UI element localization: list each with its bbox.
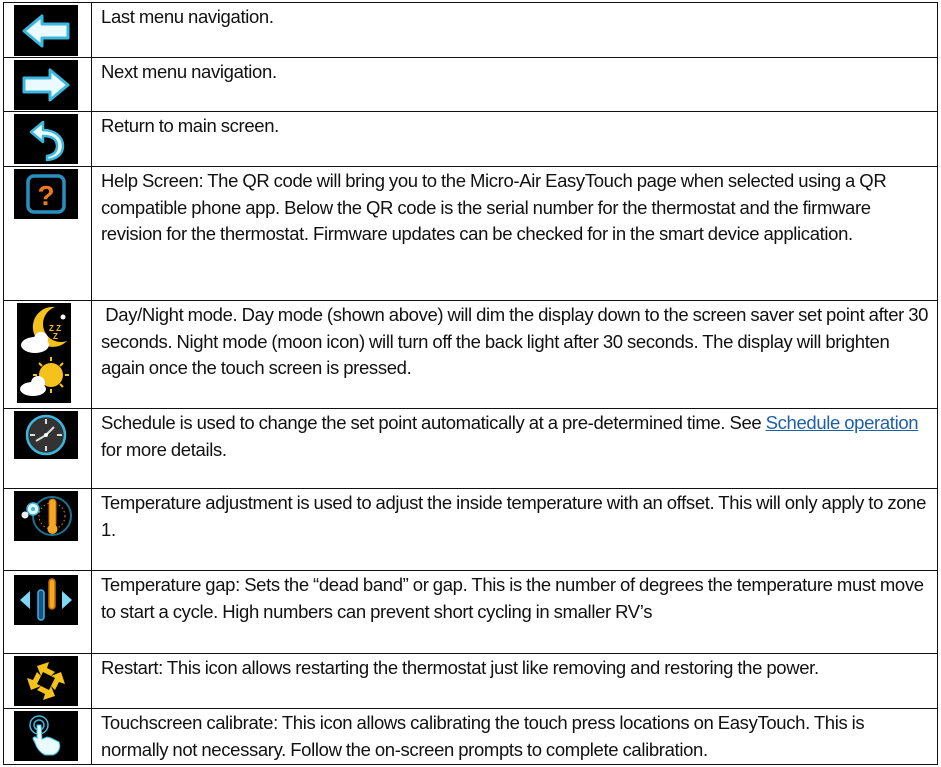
- restart-icon: [14, 656, 78, 706]
- svg-text:Z: Z: [53, 332, 58, 341]
- description-text: Temperature adjustment is used to adjust the inside temperature with an offset. This will only apply to zone 1.: [101, 492, 927, 540]
- table-row: [4, 301, 938, 409]
- table-row: [4, 709, 938, 765]
- icon-cell: [4, 3, 92, 58]
- description-text: Day/Night mode. Day mode (shown above) will dim the display down to the screen saver set point after 30 seconds. Night mode (moon icon) will turn off the back light after 30 seconds. The display will brighten again once the touch screen is pressed.: [101, 304, 933, 379]
- description-text: Last menu navigation.: [101, 6, 274, 27]
- icon-cell: [4, 301, 92, 409]
- description-text-part: for more details.: [101, 438, 227, 460]
- help-question-icon: [14, 169, 78, 219]
- description-text: Help Screen: The QR code will bring you to the Micro-Air EasyTouch page when selected using a QR compatible phone app. Below the QR code is the serial number for the thermostat and the firmware revision for the thermostat. Firmware updates can be checked for in the smart device application.: [101, 170, 887, 245]
- temperature-adjust-icon: [14, 491, 78, 541]
- description-text: Return to main screen.: [101, 115, 279, 136]
- icon-cell: [4, 489, 92, 571]
- left-arrow-icon: [14, 5, 78, 56]
- description-text-part: Schedule is used to change the set point automatically at a pre-determined time. See: [101, 412, 766, 433]
- description-cell: [92, 301, 938, 409]
- table-row: [4, 571, 938, 654]
- description-cell: [92, 489, 938, 571]
- temperature-gap-icon: [14, 575, 78, 625]
- day-night-icon: [17, 303, 71, 403]
- schedule-operation-link[interactable]: Schedule operation: [765, 412, 919, 433]
- description-text: [92, 409, 937, 463]
- icon-cell: [4, 58, 92, 112]
- description-text: Restart: This icon allows restarting the thermostat just like removing and restoring the power.: [101, 657, 819, 678]
- icon-cell: [4, 654, 92, 709]
- description-cell: [92, 3, 938, 58]
- table-row: [4, 3, 938, 58]
- touch-calibrate-icon: [14, 711, 78, 761]
- icon-cell: [4, 709, 92, 765]
- icon-cell: [4, 167, 92, 301]
- description-text: Next menu navigation.: [101, 61, 277, 82]
- icon-description-table: [3, 2, 938, 765]
- table-row: [4, 489, 938, 571]
- description-cell: [92, 654, 938, 709]
- description-cell: [92, 112, 938, 167]
- description-cell: [92, 709, 938, 765]
- icon-cell: [4, 112, 92, 167]
- clock-schedule-icon: [14, 411, 78, 459]
- description-text: Temperature gap: Sets the “dead band” or gap. This is the number of degrees the temperature must move to start a cycle. High numbers can prevent short cycling in smaller RV’s: [101, 574, 924, 622]
- description-cell: [92, 571, 938, 654]
- table-row: [4, 167, 938, 301]
- svg-text:Z Z: Z Z: [49, 324, 61, 333]
- return-icon: [14, 114, 78, 164]
- table-row: [4, 58, 938, 112]
- svg-text:?: ?: [37, 180, 55, 211]
- right-arrow-icon: [14, 60, 78, 110]
- icon-cell: [4, 571, 92, 654]
- table-row: [4, 409, 938, 489]
- description-text: Touchscreen calibrate: This icon allows calibrating the touch press locations on EasyTouch. This is normally not necessary. Follow the on-screen prompts to complete calibration.: [101, 712, 865, 760]
- description-cell: [92, 58, 938, 112]
- table-row: [4, 654, 938, 709]
- description-cell: [92, 167, 938, 301]
- icon-cell: [4, 409, 92, 489]
- description-cell: [92, 409, 938, 489]
- table-row: [4, 112, 938, 167]
